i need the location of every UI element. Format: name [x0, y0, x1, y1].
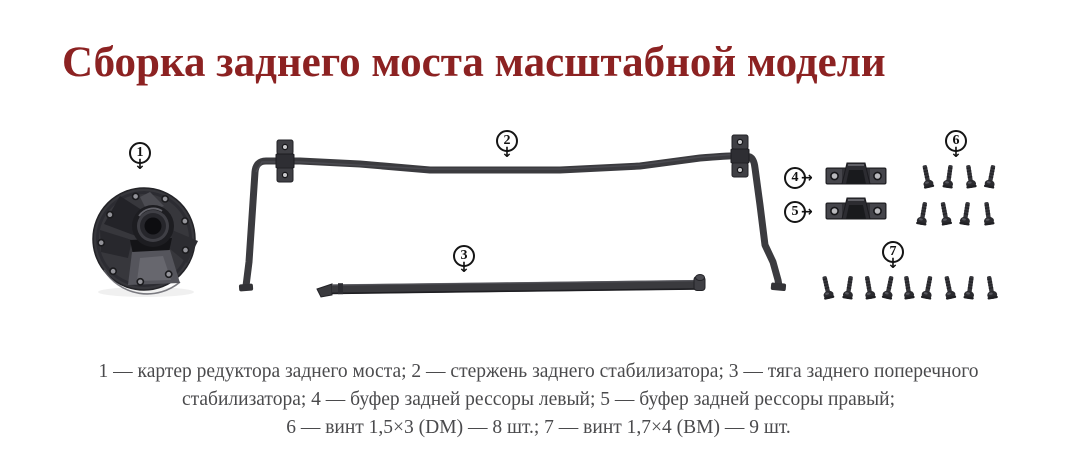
part-4-buffer-left: [826, 163, 886, 184]
callout-7: [882, 241, 904, 272]
arrow-right-icon: →: [801, 204, 813, 220]
figure-caption: [0, 358, 1077, 442]
callout-3: [453, 245, 475, 276]
arrow-down-icon: ↓: [134, 157, 146, 173]
caption-line-2: стабилизатора; 4 — буфер задней рессоры левый; 5 — буфер задней рессоры правый;: [181, 389, 896, 410]
callout-2: [496, 130, 518, 161]
part-1-differential-housing: [93, 188, 198, 297]
page-title: Сборка заднего моста масштабной модели: [62, 39, 886, 86]
callout-5: [784, 201, 813, 223]
callout-1: [129, 142, 151, 173]
callout-4: [784, 167, 813, 189]
arrow-down-icon: ↓: [501, 145, 513, 161]
part-5-buffer-right: [826, 198, 886, 219]
caption-line-1: 1 — картер редуктора заднего моста; 2 — стержень заднего стабилизатора; 3 — тяга заднего поперечного: [98, 361, 979, 382]
callout-3-number: 3: [453, 245, 475, 267]
part-7-screws-group: [819, 275, 998, 300]
callout-5-number: 5: [784, 201, 806, 223]
callout-6: [945, 130, 967, 161]
caption-line-3: 6 — винт 1,5×3 (DM) — 8 шт.; 7 — винт 1,7×4 (ВМ) — 9 шт.: [286, 417, 791, 438]
parts-figure: [0, 110, 1077, 340]
callout-2-number: 2: [496, 130, 518, 152]
callout-7-number: 7: [882, 241, 904, 263]
part-6-screws-group: [916, 164, 998, 226]
callout-6-number: 6: [945, 130, 967, 152]
part-3-tie-rod: [317, 275, 705, 298]
arrow-down-icon: ↓: [887, 256, 899, 272]
arrow-down-icon: ↓: [458, 260, 470, 276]
arrow-down-icon: ↓: [950, 145, 962, 161]
arrow-right-icon: →: [801, 170, 813, 186]
callout-4-number: 4: [784, 167, 806, 189]
callout-1-number: 1: [129, 142, 151, 164]
